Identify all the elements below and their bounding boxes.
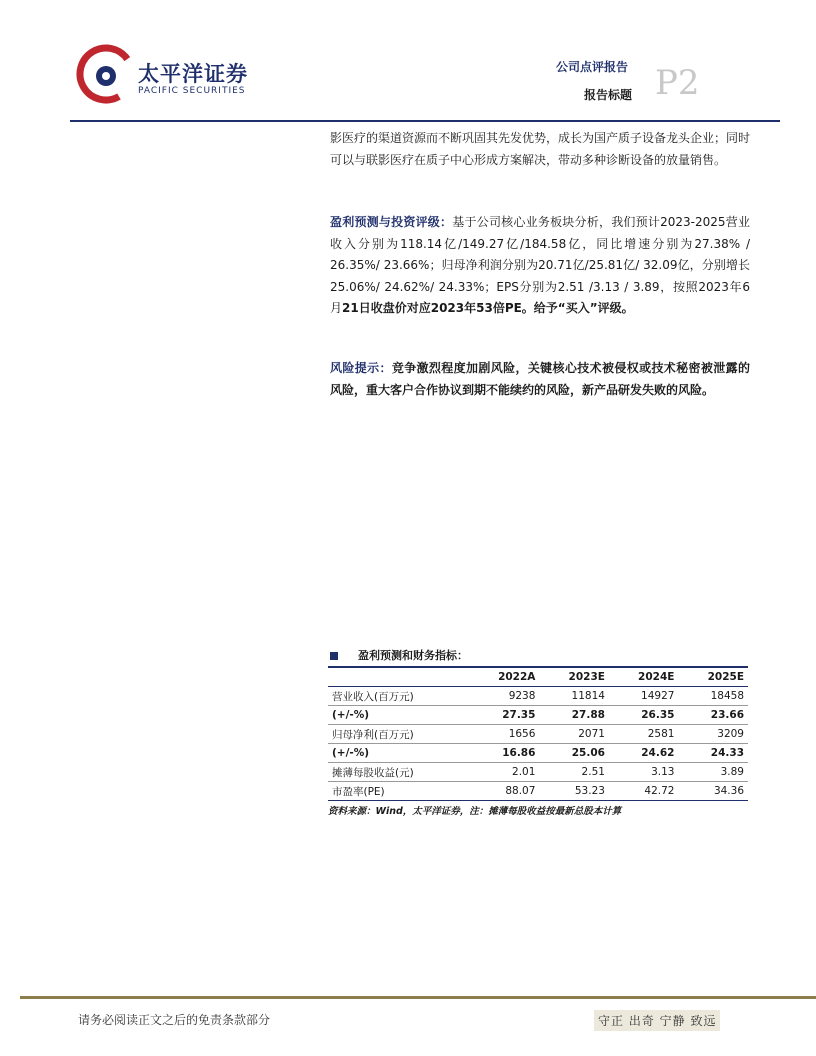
cell: 24.62: [609, 744, 679, 763]
col-header: 2024E: [609, 668, 679, 687]
cell: 34.36: [678, 782, 748, 801]
table-header-row: [328, 668, 748, 687]
cell: 18458: [678, 687, 748, 706]
company-motto: 守正 出奇 宁静 致远: [594, 1010, 720, 1031]
forecast-rating: 21日收盘价对应2023年53倍PE。给予“买入”评级。: [342, 301, 634, 315]
cell: 11814: [539, 687, 609, 706]
table-row: [328, 725, 748, 744]
cell: 16.86: [468, 744, 539, 763]
cell: 14927: [609, 687, 679, 706]
table-row: [328, 706, 748, 725]
report-type: 公司点评报告: [556, 60, 629, 74]
forecast-heading: 盈利预测与投资评级：: [330, 215, 453, 229]
risk-heading: 风险提示：: [330, 361, 392, 375]
cell: 2.01: [468, 763, 539, 782]
pacific-securities-logo-icon: [76, 44, 136, 104]
financial-table-block: [328, 646, 748, 817]
square-bullet-icon: [330, 652, 338, 660]
cell: 53.23: [539, 782, 609, 801]
cell: 88.07: [468, 782, 539, 801]
col-header: [328, 668, 468, 687]
row-label: 摊薄每股收益(元): [328, 763, 468, 782]
row-label: 归母净利(百万元): [328, 725, 468, 744]
cell: 3.13: [609, 763, 679, 782]
row-label: (+/-%): [328, 744, 468, 763]
financial-table: [328, 668, 748, 801]
report-title: 报告标题: [584, 88, 633, 102]
cell: 27.35: [468, 706, 539, 725]
table-title-text: 盈利预测和财务指标：: [358, 649, 468, 662]
row-label: 营业收入(百万元): [328, 687, 468, 706]
col-header: 2022A: [468, 668, 539, 687]
cell: 26.35: [609, 706, 679, 725]
paragraph-risk: [330, 358, 750, 401]
col-header: 2025E: [678, 668, 748, 687]
forecast-body: 基于公司核心业务板块分析，我们预计2023-2025营业收入分别为118.14亿/149.27亿/184.58亿，同比增速分别为27.38% / 26.35%/ 23.66%；归母净利润分别为20.71亿/25.81亿/ 32.09亿，分别增长25.06%/ 24.62%/ 24.33%；EPS分别为2.51 /3.13 / 3.89，按照2023年6月: [330, 215, 750, 315]
cell: 42.72: [609, 782, 679, 801]
cell: 1656: [468, 725, 539, 744]
page-number: P2: [655, 63, 700, 103]
risk-body: 竞争激烈程度加剧风险，关键核心技术被侵权或技术秘密被泄露的风险，重大客户合作协议到期不能续约的风险，新产品研发失败的风险。: [330, 361, 750, 397]
paragraph-continuation: 影医疗的渠道资源而不断巩固其先发优势，成长为国产质子设备龙头企业；同时可以与联影医疗在质子中心形成方案解决，带动多种诊断设备的放量销售。: [330, 131, 751, 167]
table-row: [328, 763, 748, 782]
cell: 9238: [468, 687, 539, 706]
table-source-note: 资料来源：Wind，太平洋证券，注：摊薄每股收益按最新总股本计算: [328, 806, 622, 817]
table-row: [328, 782, 748, 801]
cell: 2.51: [539, 763, 609, 782]
table-title: [328, 646, 748, 666]
cell: 25.06: [539, 744, 609, 763]
footer-divider: [20, 996, 816, 999]
table-row: [328, 744, 748, 763]
brand-name: 太平洋证券: [138, 62, 248, 86]
header-divider: [70, 120, 780, 122]
cell: 2071: [539, 725, 609, 744]
cell: 3.89: [678, 763, 748, 782]
cell: 24.33: [678, 744, 748, 763]
row-label: 市盈率(PE): [328, 782, 468, 801]
cell: 2581: [609, 725, 679, 744]
col-header: 2023E: [539, 668, 609, 687]
cell: 27.88: [539, 706, 609, 725]
disclaimer-notice: 请务必阅读正文之后的免责条款部分: [78, 1013, 271, 1027]
paragraph-forecast: [330, 212, 750, 320]
row-label: (+/-%): [328, 706, 468, 725]
cell: 3209: [678, 725, 748, 744]
table-row: [328, 687, 748, 706]
brand-name-en: PACIFIC SECURITIES: [138, 86, 246, 96]
cell: 23.66: [678, 706, 748, 725]
